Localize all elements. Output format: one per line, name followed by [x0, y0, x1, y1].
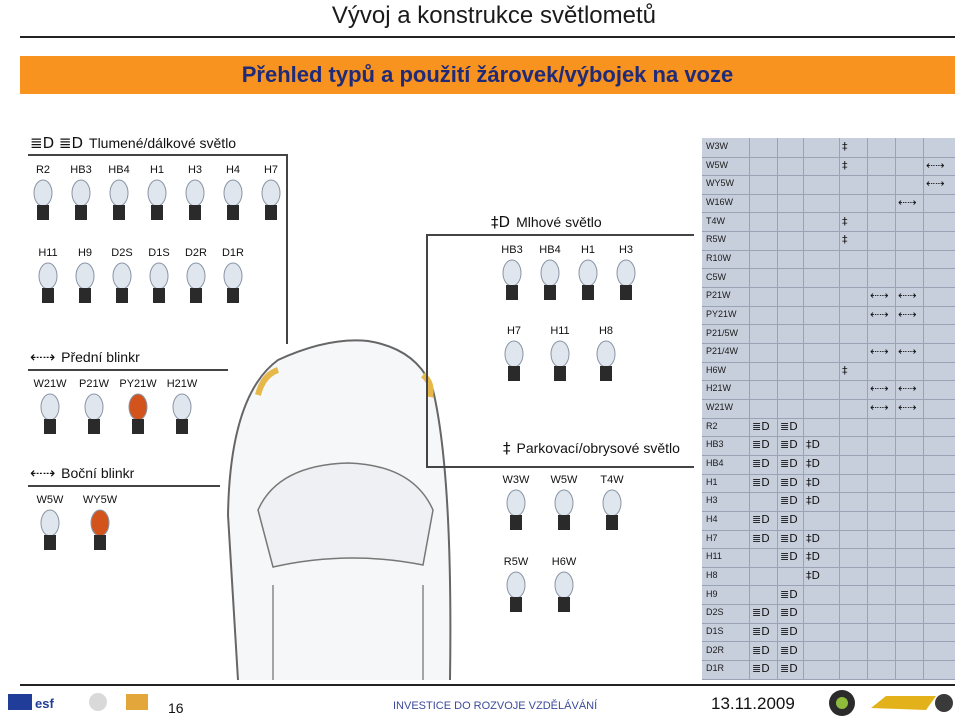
fog-bulbs-row-1	[494, 244, 644, 304]
table-bulb-code: HB3	[706, 439, 724, 450]
table-bulb-code: P21/5W	[706, 327, 739, 338]
usage-symbol-icon: ‡D	[806, 475, 820, 489]
bulb-usage-table	[702, 138, 955, 679]
bulb-image	[146, 261, 172, 307]
table-row	[702, 325, 955, 345]
bulb-image	[109, 261, 135, 307]
turn-signal-icon: ⇠⇢	[30, 348, 56, 366]
bulb-code: H7	[506, 325, 522, 337]
table-row	[702, 269, 955, 289]
parking-bulbs-row-2	[498, 556, 582, 616]
side-blinker-bulbs	[32, 494, 118, 554]
fog-bulbs-row-2	[496, 325, 624, 385]
bulb-code: PY21W	[119, 378, 157, 390]
bulb-item	[141, 247, 177, 307]
usage-symbol-icon: ≣D	[780, 457, 798, 471]
table-row	[702, 231, 955, 251]
bulb-code: H4	[225, 164, 241, 176]
bulb-code: H11	[550, 325, 570, 337]
table-bulb-code: R5W	[706, 234, 726, 245]
bulb-item	[588, 325, 624, 385]
table-row	[702, 474, 955, 494]
table-row	[702, 530, 955, 550]
bulb-image	[551, 570, 577, 616]
table-bulb-code: HB4	[706, 458, 724, 469]
headlight-bulbs-row-2	[30, 247, 251, 307]
usage-symbol-icon: ≣D	[780, 475, 798, 489]
title-rule	[20, 36, 955, 38]
bulb-code: H1	[149, 164, 165, 176]
front-blinker-bulbs	[32, 378, 200, 438]
bulb-code: D1R	[221, 247, 244, 259]
bulb-image	[144, 178, 170, 224]
table-bulb-code: PY21W	[706, 308, 737, 319]
bulb-image	[183, 261, 209, 307]
table-bulb-code: P21W	[706, 290, 731, 301]
bulb-row	[32, 378, 200, 438]
bulb-code: H6W	[551, 556, 577, 568]
table-bulb-code: D2S	[706, 607, 724, 618]
usage-symbol-icon: ‡	[842, 363, 848, 377]
parking-bulbs-row-1	[498, 474, 630, 534]
table-row	[702, 492, 955, 512]
table-bulb-code: W3W	[706, 141, 728, 151]
fog-label-text: Mlhové světlo	[516, 214, 602, 230]
table-bulb-code: C5W	[706, 271, 726, 282]
table-bulb-code: W16W	[706, 196, 733, 207]
table-bulb-code: H21W	[706, 383, 732, 394]
bulb-image	[547, 339, 573, 385]
table-row	[702, 436, 955, 456]
table-row	[702, 362, 955, 382]
bulb-item	[542, 325, 578, 385]
table-row	[702, 194, 955, 214]
side-blinker-label-text: Boční blinkr	[61, 465, 135, 481]
usage-symbol-icon: ≣D	[752, 643, 770, 657]
subtitle-banner	[20, 56, 955, 94]
divider	[28, 369, 228, 371]
bulb-image	[501, 339, 527, 385]
headlight-label-text: Tlumené/dálkové světlo	[89, 135, 237, 151]
bulb-code: HB4	[539, 244, 561, 256]
table-bulb-code: R10W	[706, 252, 732, 263]
bulb-item	[63, 164, 99, 224]
table-row	[702, 138, 955, 158]
bulb-item	[30, 247, 66, 307]
usage-symbol-icon: ⇠⇢	[870, 345, 889, 359]
bulb-image	[575, 258, 601, 304]
bulb-code: H7	[263, 164, 279, 176]
usage-symbol-icon: ⇠⇢	[926, 177, 945, 191]
divider	[28, 154, 288, 156]
bulb-item	[546, 556, 582, 616]
bulb-item	[498, 474, 534, 534]
bulb-image	[37, 392, 63, 438]
usage-symbol-icon: ⇠⇢	[898, 195, 917, 209]
usage-symbol-icon: ⇠⇢	[870, 289, 889, 303]
bulb-image	[182, 178, 208, 224]
divider	[426, 234, 694, 236]
footer-slogan: INVESTICE DO ROZVOJE VZDĚLÁVÁNÍ	[393, 700, 598, 712]
table-bulb-code: H7	[706, 532, 718, 543]
bulb-item	[25, 164, 61, 224]
usage-symbol-icon: ‡D	[806, 568, 820, 582]
headlight-bulbs-row-1	[25, 164, 289, 224]
bulb-image	[613, 258, 639, 304]
usage-symbol-icon: ⇠⇢	[898, 345, 917, 359]
table-bulb-code: D1S	[706, 625, 724, 636]
usage-symbol-icon: ‡D	[806, 494, 820, 508]
table-row	[702, 380, 955, 400]
usage-symbol-icon: ‡	[842, 158, 848, 172]
bulb-item	[101, 164, 137, 224]
table-bulb-code: WY5W	[706, 178, 734, 189]
bulb-code: H21W	[166, 378, 198, 390]
bulb-image	[30, 178, 56, 224]
usage-symbol-icon: ⇠⇢	[898, 289, 917, 303]
table-bulb-code: R2	[706, 420, 718, 431]
divider	[426, 466, 694, 468]
bulb-code: WY5W	[82, 494, 118, 506]
usage-symbol-icon: ≣D	[780, 662, 798, 676]
front-blinker-label-text: Přední blinkr	[61, 349, 140, 365]
bulb-image	[503, 488, 529, 534]
usage-symbol-icon: ≣D	[752, 662, 770, 676]
bulb-row	[30, 247, 251, 307]
bulb-code: R2	[35, 164, 51, 176]
usage-symbol-icon: ‡D	[806, 550, 820, 564]
sponsor-logos	[8, 690, 158, 714]
usage-symbol-icon: ‡	[842, 214, 848, 228]
usage-symbol-icon: ≣D	[752, 513, 770, 526]
bulb-image	[599, 488, 625, 534]
usage-symbol-icon: ≣D	[780, 513, 798, 526]
usage-symbol-icon: ≣D	[752, 531, 770, 545]
table-row	[702, 250, 955, 270]
table-row	[702, 586, 955, 606]
bulb-code: D1S	[148, 247, 170, 259]
school-logos	[826, 688, 956, 718]
table-bulb-code: H1	[706, 476, 718, 487]
bulb-code: H11	[38, 247, 58, 259]
bulb-code: W5W	[550, 474, 578, 486]
page-number: 16	[168, 700, 184, 716]
table-bulb-code: H4	[706, 514, 718, 524]
bulb-code: HB3	[501, 244, 523, 256]
table-row	[702, 399, 955, 419]
usage-symbol-icon: ⇠⇢	[898, 307, 917, 321]
bulb-image	[81, 392, 107, 438]
bulb-code: W21W	[33, 378, 67, 390]
table-row	[702, 306, 955, 326]
bulb-item	[608, 244, 644, 304]
bulb-image	[258, 178, 284, 224]
table-row	[702, 604, 955, 624]
bulb-image	[593, 339, 619, 385]
bulb-code: W5W	[36, 494, 64, 506]
bulb-item	[120, 378, 156, 438]
bulb-item	[594, 474, 630, 534]
table-bulb-code: H6W	[706, 364, 726, 375]
usage-symbol-icon: ‡	[842, 140, 848, 153]
table-bulb-code: H3	[706, 495, 718, 506]
usage-symbol-icon: ⇠⇢	[870, 307, 889, 321]
usage-symbol-icon: ‡D	[806, 531, 820, 545]
table-bulb-code: P21/4W	[706, 346, 739, 357]
table-bulb-code: T4W	[706, 215, 725, 226]
bulb-code: W3W	[502, 474, 530, 486]
bulb-code: H8	[598, 325, 614, 337]
bulb-item	[164, 378, 200, 438]
usage-symbol-icon: ≣D	[752, 438, 770, 452]
bulb-code: T4W	[600, 474, 624, 486]
bulb-code: R5W	[503, 556, 529, 568]
usage-symbol-icon: ⇠⇢	[870, 382, 889, 396]
table-row	[702, 418, 955, 438]
usage-symbol-icon: ≣D	[780, 643, 798, 657]
bulb-item	[532, 244, 568, 304]
bulb-image	[169, 392, 195, 438]
bulb-item	[177, 164, 213, 224]
bulb-item	[498, 556, 534, 616]
parking-label-text: Parkovací/obrysové světlo	[516, 440, 680, 456]
bulb-item	[496, 325, 532, 385]
bulb-image	[35, 261, 61, 307]
usage-symbol-icon: ‡D	[806, 457, 820, 471]
table-row	[702, 642, 955, 662]
table-row	[702, 213, 955, 233]
bulb-row	[25, 164, 289, 224]
bulb-row	[496, 325, 624, 385]
side-blinker-label	[30, 464, 134, 482]
bulb-item	[32, 378, 68, 438]
table-row	[702, 287, 955, 307]
bulb-item	[139, 164, 175, 224]
bulb-image	[125, 392, 151, 438]
usage-symbol-icon: ≣D	[780, 531, 798, 545]
usage-symbol-icon: ⇠⇢	[898, 382, 917, 396]
usage-symbol-icon: ≣D	[752, 624, 770, 638]
table-row	[702, 660, 955, 680]
bulb-code: D2S	[111, 247, 133, 259]
table-row	[702, 623, 955, 643]
bulb-image	[87, 508, 113, 554]
headlight-beam-icon: ≣D ≣D	[30, 134, 84, 152]
bulb-image	[68, 178, 94, 224]
bulb-item	[215, 164, 251, 224]
usage-symbol-icon: ‡	[842, 233, 848, 247]
headlight-label	[30, 134, 236, 152]
turn-signal-icon: ⇠⇢	[30, 464, 56, 482]
bulb-image	[537, 258, 563, 304]
bulb-code: HB3	[70, 164, 92, 176]
usage-symbol-icon: ≣D	[752, 606, 770, 620]
table-bulb-code: W21W	[706, 402, 733, 413]
divider	[426, 234, 428, 466]
table-bulb-code: H8	[706, 569, 718, 580]
bulb-item	[546, 474, 582, 534]
table-bulb-code: D1R	[706, 663, 725, 674]
bulb-image	[37, 508, 63, 554]
bulb-code: H1	[580, 244, 596, 256]
bulb-item	[253, 164, 289, 224]
usage-symbol-icon: ⇠⇢	[870, 401, 889, 415]
table-row	[702, 511, 955, 531]
bulb-image	[72, 261, 98, 307]
table-row	[702, 175, 955, 195]
bulb-image	[499, 258, 525, 304]
bulb-code: H9	[77, 247, 93, 259]
table-bulb-code: H11	[706, 551, 722, 562]
bulb-item	[76, 378, 112, 438]
table-row	[702, 455, 955, 475]
table-row	[702, 567, 955, 587]
usage-symbol-icon: ≣D	[780, 624, 798, 638]
usage-symbol-icon: ≣D	[780, 419, 798, 433]
bulb-item	[178, 247, 214, 307]
bulb-row	[498, 556, 582, 616]
bulb-item	[215, 247, 251, 307]
usage-symbol-icon: ‡D	[806, 438, 820, 452]
svg-text:esf: esf	[35, 696, 54, 711]
bulb-code: D2R	[184, 247, 207, 259]
bulb-row	[494, 244, 644, 304]
bulb-item	[82, 494, 118, 554]
bulb-image	[220, 261, 246, 307]
usage-symbol-icon: ≣D	[780, 550, 798, 564]
footer-rule	[20, 684, 955, 686]
bulb-row	[498, 474, 630, 534]
fog-light-icon: ‡D	[491, 213, 511, 231]
bulb-item	[494, 244, 530, 304]
bulb-image	[106, 178, 132, 224]
table-row	[702, 548, 955, 568]
table-row	[702, 157, 955, 177]
usage-symbol-icon: ≣D	[780, 494, 798, 508]
bulb-code: P21W	[79, 378, 109, 390]
usage-symbol-icon: ≣D	[752, 457, 770, 471]
bulb-row	[32, 494, 118, 554]
slide-title: Vývoj a konstrukce světlometů	[331, 2, 656, 29]
car-outline	[218, 335, 478, 680]
bulb-image	[503, 570, 529, 616]
usage-symbol-icon: ≣D	[780, 606, 798, 620]
banner-text: Přehled typů a použití žárovek/výbojek na voze	[241, 62, 734, 87]
bulb-image	[220, 178, 246, 224]
usage-symbol-icon: ⇠⇢	[898, 401, 917, 415]
bulb-item	[104, 247, 140, 307]
bulb-image	[551, 488, 577, 534]
table-row	[702, 343, 955, 363]
footer-date: 13.11.2009	[711, 694, 795, 713]
usage-symbol-icon: ≣D	[780, 587, 798, 601]
bulb-item	[570, 244, 606, 304]
parking-light-icon: ‡	[503, 439, 511, 457]
bulb-item	[67, 247, 103, 307]
usage-symbol-icon: ≣D	[752, 419, 770, 433]
divider	[28, 485, 220, 487]
usage-symbol-icon: ≣D	[752, 475, 770, 489]
usage-symbol-icon: ≣D	[780, 438, 798, 452]
bulb-code: HB4	[108, 164, 130, 176]
bulb-item	[32, 494, 68, 554]
fog-label	[491, 213, 602, 231]
bulb-code: H3	[618, 244, 634, 256]
usage-symbol-icon: ⇠⇢	[926, 158, 945, 172]
table-bulb-code: D2R	[706, 644, 725, 655]
bulb-code: H3	[187, 164, 203, 176]
front-blinker-label	[30, 348, 140, 366]
parking-label	[503, 439, 680, 457]
table-bulb-code: W5W	[706, 159, 728, 170]
table-bulb-code: H9	[706, 588, 718, 599]
